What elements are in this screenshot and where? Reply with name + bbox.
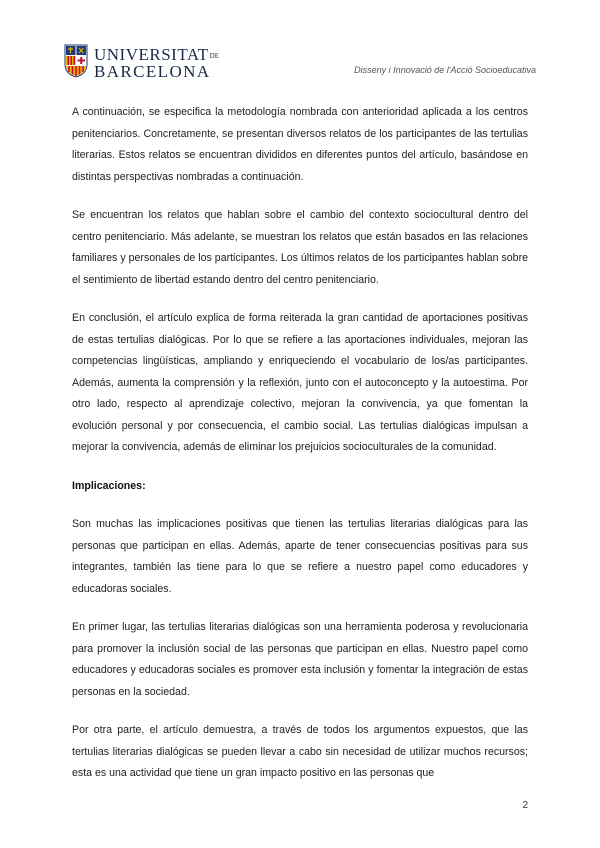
paragraph-primer-lugar: En primer lugar, las tertulias literarias dialógicas son una herramienta poderosa y revolucionaria para promover la inclusión social de las personas que participan en ellas. Nuestro papel como educadores y educadoras sociales es promover esta inclusión y fomentar la integración de estas personas en la sociedad. xyxy=(72,621,528,698)
section-heading-implicaciones: Implicaciones: xyxy=(72,479,146,492)
logo-word-de: DE xyxy=(209,52,219,60)
paragraph-relatos: Se encuentran los relatos que hablan sobre el cambio del contexto sociocultural dentro del centro penitenciario. Más adelante, se muestran los relatos que están basados en las relaciones familiares y personales de los participantes. Los últimos relatos de los participantes hablan sobre el sentimiento de libertad estando dentro del centro penitenciario. xyxy=(72,209,528,286)
document-body xyxy=(72,102,528,802)
university-crest-icon xyxy=(64,44,88,78)
university-logo xyxy=(64,44,219,84)
paragraph-conclusion: En conclusión, el artículo explica de forma reiterada la gran cantidad de aportaciones positivas de estas tertulias dialógicas. Por lo que se refiere a las aportaciones individuales, mejoran las competencias lingüísticas, ampliando y enriqueciendo el vocabulario de los/as participantes. Además, aumenta la comprensión y la reflexión, junto con el autoconcepto y la autoestima. Por otro lado, respecto al aprendizaje colectivo, mejoran la convivencia, ya que fomentan la evolución personal y por consecuencia, el cambio social. Las tertulias dialógicas impulsan a mejorar la convivencia, además de eliminar los prejuicios socioculturales de la comunidad. xyxy=(72,312,528,453)
paragraph-otra-parte: Por otra parte, el artículo demuestra, a través de todos los argumentos expuestos, que las tertulias literarias dialógicas se pueden llevar a cabo sin necesidad de utilizar muchos recursos; esta es una actividad que tiene un gran impacto positivo en las personas que xyxy=(72,724,528,779)
logo-word-universitat: UNIVERSITAT xyxy=(94,45,209,64)
page-header xyxy=(64,44,536,84)
logo-text-barcelona: BARCELONA xyxy=(94,62,211,81)
page-number: 2 xyxy=(522,800,528,811)
paragraph-implicaciones-intro: Son muchas las implicaciones positivas que tienen las tertulias literarias dialógicas para las personas que participan en ellas. Además, aparte de tener consecuencias positivas para sus integrantes, también las tiene para lo que se refiere a nuestro papel como educadores y educadoras sociales. xyxy=(72,518,528,595)
paragraph-methodology: A continuación, se especifica la metodología nombrada con anterioridad aplicada a los centros penitenciarios. Concretamente, se presentan diversos relatos de los participantes de las tertulias literarias. Estos relatos se encuentran divididos en diferentes puntos del artículo, basándose en distintas perspectivas nombradas a continuación. xyxy=(72,106,528,183)
course-subject: Disseny i Innovació de l'Acció Socioeducativa xyxy=(354,65,536,75)
